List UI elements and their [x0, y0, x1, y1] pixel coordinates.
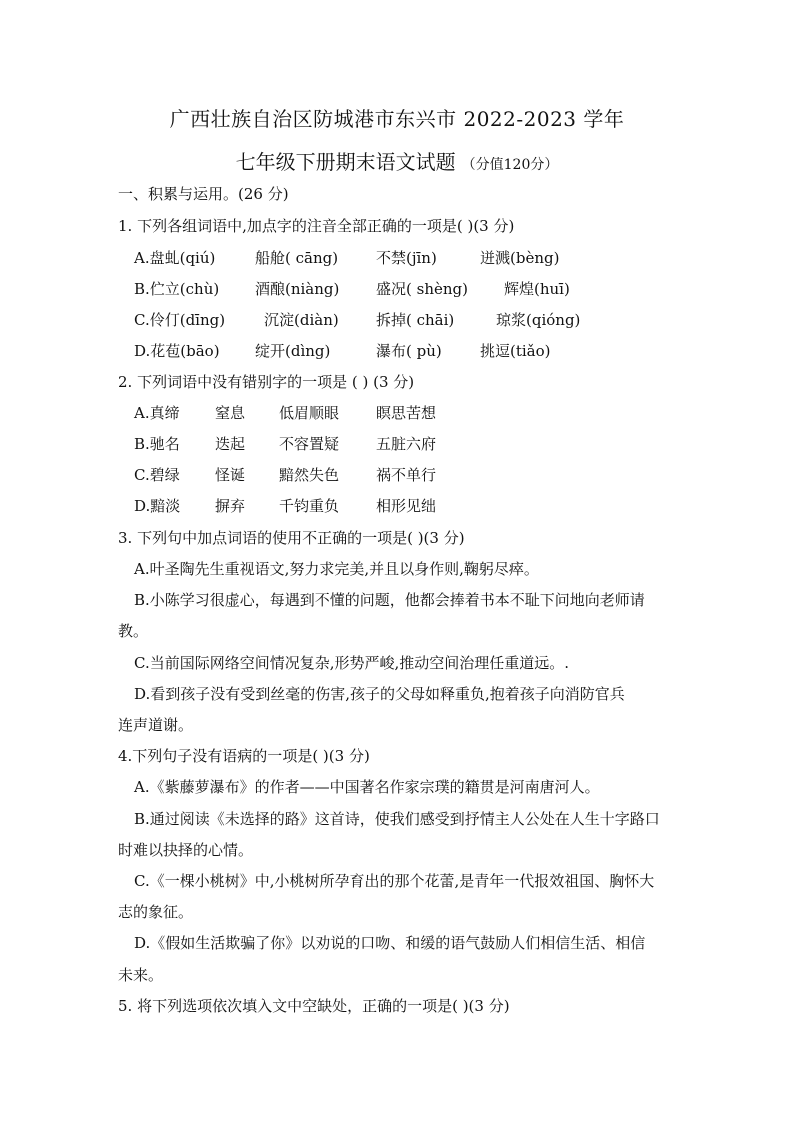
option-item: 五脏六府 [376, 435, 437, 453]
question-5-stem: 5. 将下列选项依次填入文中空缺处，正确的一项是( )(3 分) [118, 997, 510, 1015]
option-item: C.碧绿 [134, 466, 180, 484]
question-4-option-b: B.通过阅读《未选择的路》这首诗，使我们感受到抒情主人公处在人生十字路口 [134, 810, 660, 828]
option-item: A.盘虬(qiú) [134, 249, 216, 267]
exam-title-line2 [0, 146, 794, 175]
option-item: 船舱( cāng) [255, 249, 339, 267]
option-item: 怪诞 [215, 466, 246, 484]
option-item: 低眉顺眼 [279, 404, 340, 422]
option-item: 千钧重负 [279, 497, 340, 515]
option-item: 迸溅(bèng) [480, 249, 560, 267]
option-item: 酒酿(niàng) [255, 280, 340, 298]
question-3-option-c: C.当前国际网络空间情况复杂,形势严峻,推动空间治理任重道远。. [134, 654, 570, 672]
option-item: 祸不单行 [376, 466, 437, 484]
option-item: 窒息 [215, 404, 246, 422]
option-item: 辉煌(huī) [504, 280, 570, 298]
question-4-option-a: A.《紫藤萝瀑布》的作者——中国著名作家宗璞的籍贯是河南唐河人。 [134, 778, 600, 796]
question-3-option-b-cont: 教。 [118, 622, 149, 640]
exam-score: （分值120分） [461, 157, 559, 173]
question-3-option-d-cont: 连声道谢。 [118, 716, 194, 734]
option-item: 不容置疑 [279, 435, 340, 453]
option-item: 琼浆(qióng) [496, 311, 581, 329]
question-4-option-d-cont: 未来。 [118, 966, 164, 984]
option-item: B.驰名 [134, 435, 180, 453]
question-4-option-c-cont: 志的象征。 [118, 903, 194, 921]
option-item: 沉淀(diàn) [264, 311, 339, 329]
exam-title-line1: 广西壮族自治区防城港市东兴市 2022-2023 学年 [169, 107, 625, 131]
option-item: 不禁(jīn) [376, 249, 437, 267]
question-4-option-d: D.《假如生活欺骗了你》以劝说的口吻、和缓的语气鼓励人们相信生活、相信 [134, 934, 646, 952]
option-item: 盛况( shèng) [376, 280, 468, 298]
option-item: C.伶仃(dīng) [134, 311, 226, 329]
option-item: 挑逗(tiǎo) [480, 342, 551, 360]
exam-title-text: 七年级下册期末语文试题 [235, 150, 456, 174]
question-1-stem: 1. 下列各组词语中,加点字的注音全部正确的一项是( )(3 分) [118, 217, 515, 235]
option-item: 绽开(dìng) [255, 342, 331, 360]
question-4-option-c: C.《一棵小桃树》中,小桃树所孕育出的那个花蕾,是青年一代报效祖国、胸怀大 [134, 872, 655, 890]
option-item: 瞑思苦想 [376, 404, 437, 422]
option-item: 瀑布( pù) [376, 342, 442, 360]
question-3-option-a: A.叶圣陶先生重视语文,努力求完美,并且以身作则,鞠躬尽瘁。 [134, 560, 539, 578]
question-3-stem: 3. 下列句中加点词语的使用不正确的一项是( )(3 分) [118, 529, 465, 547]
option-item: 相形见绌 [376, 497, 437, 515]
question-4-option-b-cont: 时难以抉择的心情。 [118, 841, 254, 859]
option-item: D.花苞(bāo) [134, 342, 220, 360]
option-item: 拆掉( chāi) [376, 311, 455, 329]
option-item: 黯然失色 [279, 466, 340, 484]
option-item: B.伫立(chù) [134, 280, 220, 298]
option-item: A.真缔 [134, 404, 180, 422]
question-3-option-b: B.小陈学习很虚心，每遇到不懂的问题，他都会捧着书本不耻下问地向老师请 [134, 591, 645, 609]
question-2-stem: 2. 下列词语中没有错别字的一项是 ( ) (3 分) [118, 373, 415, 391]
question-3-option-d: D.看到孩子没有受到丝毫的伤害,孩子的父母如释重负,抱着孩子向消防官兵 [134, 685, 625, 703]
section-heading: 一、积累与运用。(26 分) [118, 185, 289, 203]
question-4-stem: 4.下列句子没有语病的一项是( )(3 分) [118, 747, 370, 765]
option-item: 摒弃 [215, 497, 246, 515]
option-item: 迭起 [215, 435, 246, 453]
option-item: D.黯淡 [134, 497, 181, 515]
